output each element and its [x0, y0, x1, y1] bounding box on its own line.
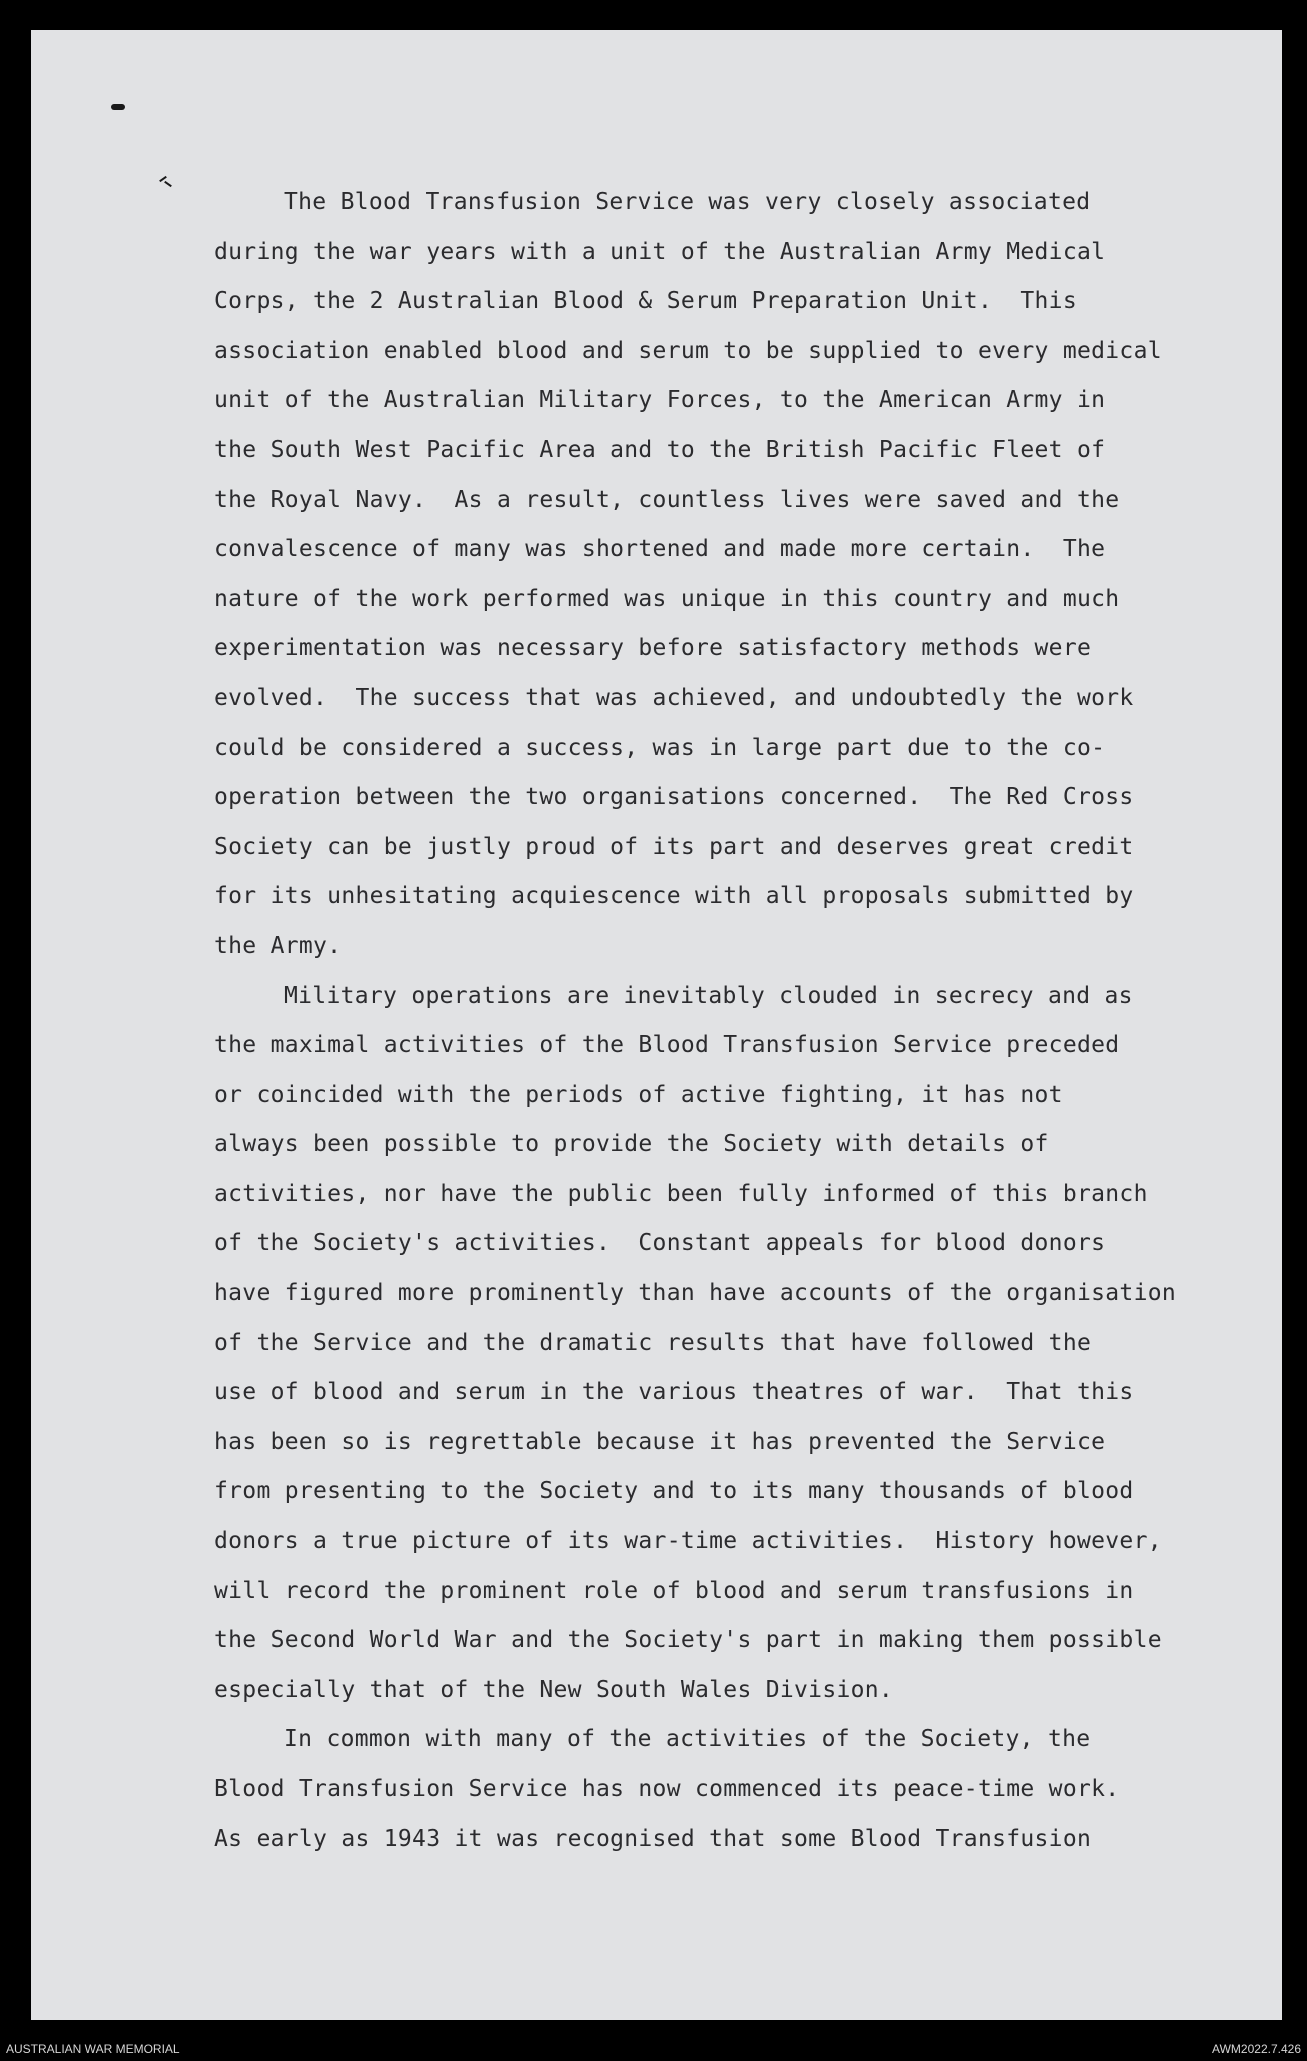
text-line: the Army. — [214, 932, 342, 959]
paragraph — [214, 972, 1274, 1716]
text-line: for its unhesitating acquiescence with all proposals submitted by — [214, 883, 1134, 910]
text-line: nature of the work performed was unique in this country and much — [214, 585, 1120, 612]
text-line: Corps, the 2 Australian Blood & Serum Preparation Unit. This — [214, 288, 1077, 315]
text-line: especially that of the New South Wales Division. — [214, 1676, 894, 1703]
paragraph — [214, 178, 1274, 972]
text-line: could be considered a success, was in large part due to the co- — [214, 734, 1106, 761]
text-line: the Second World War and the Society's part in making them possible — [214, 1627, 1162, 1654]
text-line: Military operations are inevitably clouded in secrecy and as — [284, 982, 1133, 1009]
text-line: has been so is regrettable because it has prevented the Service — [214, 1428, 1106, 1455]
pencil-mark — [164, 181, 172, 187]
text-line: In common with many of the activities of the Society, the — [284, 1726, 1091, 1753]
text-line: experimentation was necessary before satisfactory methods were — [214, 635, 1092, 662]
typed-text — [214, 178, 1274, 1864]
ink-mark — [111, 104, 125, 110]
text-line: the maximal activities of the Blood Transfusion Service preceded — [214, 1032, 1120, 1059]
text-line: association enabled blood and serum to be supplied to every medical — [214, 337, 1162, 364]
text-line: have figured more prominently than have accounts of the organisation — [214, 1280, 1177, 1307]
item-reference: AWM2022.7.426 — [1212, 2042, 1301, 2056]
text-line: convalescence of many was shortened and made more certain. The — [214, 536, 1106, 563]
text-line: activities, nor have the public been fully informed of this branch — [214, 1180, 1148, 1207]
footer-bar — [0, 2037, 1307, 2061]
text-line: use of blood and serum in the various theatres of war. That this — [214, 1379, 1134, 1406]
text-line: during the war years with a unit of the Australian Army Medical — [214, 238, 1106, 265]
text-line: Blood Transfusion Service has now commenced its peace-time work. — [214, 1776, 1120, 1802]
text-line: from presenting to the Society and to its many thousands of blood — [214, 1478, 1134, 1505]
text-line: The Blood Transfusion Service was very closely associated — [284, 189, 1091, 215]
text-line: operation between the two organisations concerned. The Red Cross — [214, 784, 1134, 811]
text-line: evolved. The success that was achieved, and undoubtedly the work — [214, 684, 1134, 711]
paragraph — [214, 1715, 1274, 1864]
text-line: of the Service and the dramatic results that have followed the — [214, 1329, 1092, 1356]
text-line: the Royal Navy. As a result, countless lives were saved and the — [214, 486, 1120, 513]
text-line: will record the prominent role of blood and serum transfusions in — [214, 1577, 1134, 1604]
text-line: always been possible to provide the Society with details of — [214, 1131, 1049, 1158]
text-line: donors a true picture of its war-time activities. History however, — [214, 1528, 1162, 1555]
text-line: the South West Pacific Area and to the British Pacific Fleet of — [214, 436, 1106, 463]
text-line: or coincided with the periods of active fighting, it has not — [214, 1081, 1063, 1108]
text-line: of the Society's activities. Constant appeals for blood donors — [214, 1230, 1106, 1257]
text-line: As early as 1943 it was recognised that some Blood Transfusion — [214, 1825, 1092, 1852]
text-line: Society can be justly proud of its part and deserves great credit — [214, 833, 1134, 860]
text-line: unit of the Australian Military Forces, to the American Army in — [214, 387, 1106, 414]
archive-credit: AUSTRALIAN WAR MEMORIAL — [6, 2042, 180, 2056]
